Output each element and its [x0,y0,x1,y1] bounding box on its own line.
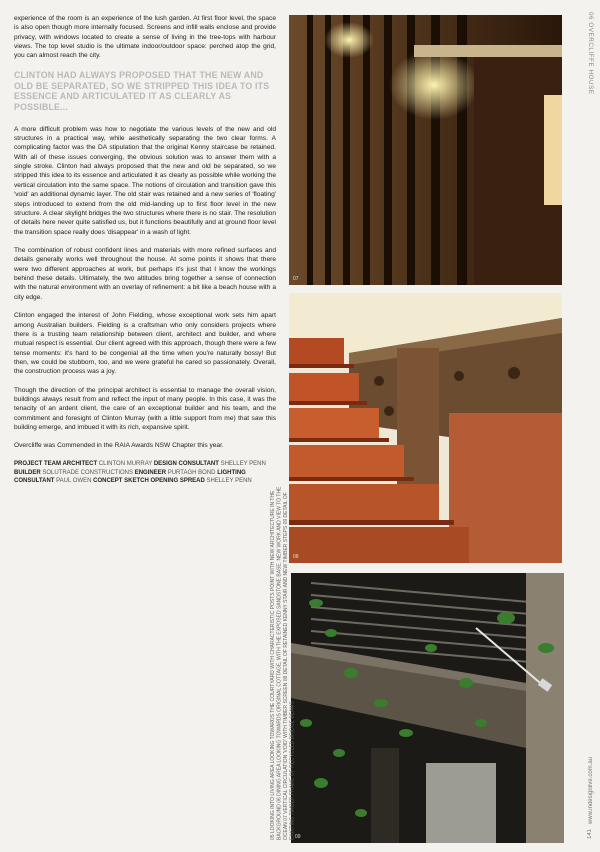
photo-captions: 05 LOOKING INTO LIVING AREA LOOKING TOWARDS THE COURTYARD WITH CHARACTERISTIC POSTS POINT WITH NEW ARCHITECTURE IN THE BACKGROUND 06 DINING AREA LOOKING TOWARDS ORIGINAL COTTAGE, WITH THE EXPOSED SANDSTONE BASE. NEW WORK AND VIEW TO THE OCEAN 07 VERTICAL CIRCULATION 'VOID' WITH TIMBER SCREEN 08 DETAIL OF RETAINED KENNY STAIR AND NEW TIMBER STEPS 09 DETAIL OF EXISTING TIMBER FRAME OF RECYCLED BRIDGE BEAMS [270,486,296,840]
photo-stair-detail [289,293,562,563]
website-url: www.indesignlive.com.au [588,757,594,825]
photo-timber-frame [291,573,564,843]
stair-illustration [289,293,562,563]
credit-name: SOLUTRADE CONSTRUCTIONS [42,469,134,476]
credit-role: DESIGN CONSULTANT [153,460,219,467]
credit-name: PAUL OWEN [56,478,92,485]
page-number: 141 [587,829,593,840]
running-head: 06 OVERCLIFFE HOUSE [587,12,594,95]
credit-role: PROJECT TEAM ARCHITECT [14,460,98,467]
body-paragraph: Though the direction of the principal architect is essential to manage the overall vision, buildings always result from and reflect the input of many people. In this case, it was the tenacity of an ardent client, the care of an exceptional builder and his team, and the commitment and foresight of Clinton Murray (with a little support from me) that saw this building emerge, and imbued it with its rich, expansive spirit. [14,386,276,432]
body-paragraph: A more difficult problem was how to negotiate the various levels of the new and old structures in a practical way, while aesthetically separating the two clear forms. A complicating factor was the DA stipulation that the original Kenny staircase be retained. With all of these issues converging, the obvious solution was to answer them with a single stroke. Clinton had always proposed that the new and old be separated, so we stripped this idea to its essence and articulated it as clearly as possible while working the vertical circulation into the same space. The notions of circulation and transition gave this 'void' an additional dynamic layer. The old stair was retained and a new series of 'floating' steps introduced to extend from the old mid-landing up to first floor level in the new structure. A clear skylight bridges the two structures where there is no stair. The resolution of details here never quite satisfied us, but it functions beautifully and at ground floor level the transition space really does 'disappear' in a wash of light. [14,125,276,236]
timber-frame-illustration [291,573,564,843]
body-paragraph: The combination of robust confident lines and materials with more refined surfaces and details generally works well throughout the house. At some points it shows that there were two different approaches at work, but perhaps it's just that I know the workings behind these details. Ultimately, the two altitudes bring together a sense of connection with the natural environment with an overlay of refinement: a bit like a beach house with a city edge. [14,246,276,301]
photo-timber-screen-void [289,15,562,285]
credit-role: CONCEPT SKETCH OPENING SPREAD [93,478,205,485]
photo-number: 09 [295,834,301,840]
credit-role: LIGHTING CONSULTANT [14,469,246,485]
timber-screen-illustration [289,15,562,285]
pull-quote: CLINTON HAD ALWAYS PROPOSED THAT THE NEW AND OLD BE SEPARATED, SO WE STRIPPED THIS IDEA TO ITS ESSENCE AND ARTICULATED IT AS CLEARLY AS POSSIBLE... [14,69,270,112]
credit-role: ENGINEER [134,469,167,476]
body-paragraph: experience of the room is an experience of the lush garden. At first floor level, the space is also open though more internally focused. Screens and infill walls enclose and provide privacy, with windows located to create a sense of living in the tree-tops with harbour views. The top level studio is the ultimate indoor/outdoor space: perched atop the grid, you can almost reach the city. [14,15,276,60]
article-text-column [14,14,276,486]
credit-name: CLINTON MURRAY [98,460,153,467]
photo-number: 07 [293,276,299,282]
credit-name: SHELLEY PENN [220,460,266,467]
credit-role: BUILDER [14,469,41,476]
photo-number: 08 [293,554,299,560]
project-credits [14,460,276,486]
body-paragraph: Overcliffe was Commended in the RAIA Awards NSW Chapter this year. [14,442,224,450]
body-paragraph: Clinton engaged the interest of John Fielding, whose exceptional work sets him apart among Australian builders. Fielding is a craftsman who only considers projects where there is a trusting team relationship between client, architect and builder, and where mutual respect is essential. Our client agreed with this approach, though there were a few tense moments: it's hard to be congenial all the time when you're naturally bossy! But then, we could be stubborn, too, and we were grateful he cared so passionately. Overall, the construction process was a joy. [14,312,276,376]
credit-name: SHELLEY PENN [206,478,252,485]
credit-name: PURTAGH BOND [167,469,216,476]
